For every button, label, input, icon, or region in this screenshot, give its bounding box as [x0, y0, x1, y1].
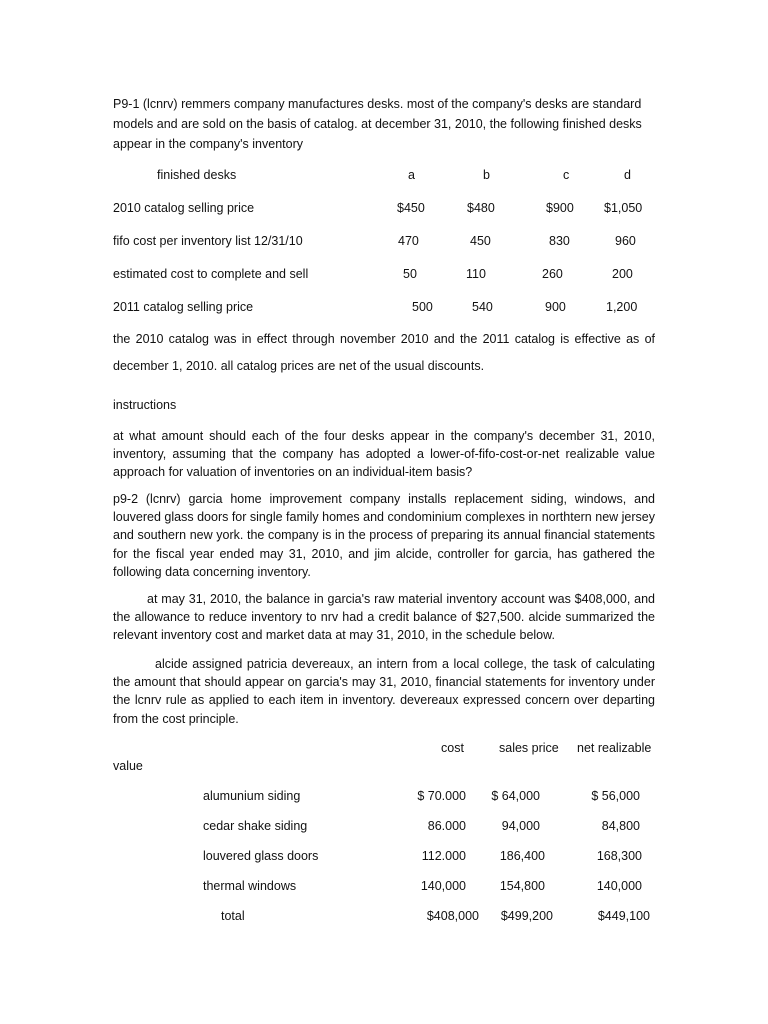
inventory-header-cost: cost — [441, 741, 464, 755]
desk-table-header-d: d — [624, 168, 631, 182]
desk-table-header-c: c — [563, 168, 570, 182]
p9-2-paragraph-3: alcide assigned patricia devereaux, an intern from a local college, the task of calculating the amount that should appear on garcia's may 31, 2010, financial statements for inventory under the lcnrv rule as applied to each item in inventory. devereaux expressed concern over departing from the cost principle. — [113, 657, 655, 726]
inventory-cell-cost: 112.000 — [421, 849, 466, 863]
inventory-cell-nrv: 168,300 — [596, 849, 642, 863]
inventory-row-label: alumunium siding — [203, 789, 301, 803]
instructions-text: at what amount should each of the four desks appear in the company's december 31, 2010, inventory, assuming that the company has adopted a lower-of-fifo-cost-or-net realizable value approach for valuation of inventories on an individual-item basis? — [113, 429, 655, 480]
desk-cell: 450 — [470, 234, 491, 248]
inventory-cell-nrv: $ 56,000 — [591, 789, 640, 803]
inventory-cell-cost: 140,000 — [420, 879, 466, 893]
inventory-cell-nrv: 140,000 — [596, 879, 642, 893]
instructions-heading: instructions — [113, 398, 177, 412]
desk-cell: $450 — [397, 201, 425, 215]
desk-table-header-label: finished desks — [157, 168, 237, 182]
inventory-row-label: louvered glass doors — [203, 849, 319, 863]
inventory-cell-sales: $ 64,000 — [491, 789, 540, 803]
desk-row-label: estimated cost to complete and sell — [113, 267, 309, 281]
desk-cell: $1,050 — [604, 201, 643, 215]
inventory-total-cost: $408,000 — [426, 909, 479, 923]
desk-table-header-a: a — [408, 168, 415, 182]
desk-row-label: 2010 catalog selling price — [113, 201, 255, 215]
inventory-cell-sales: 186,400 — [499, 849, 545, 863]
desk-table-header-b: b — [483, 168, 490, 182]
inventory-row-label: thermal windows — [203, 879, 297, 893]
desk-cell: 540 — [472, 300, 493, 314]
inventory-header-sales-price: sales price — [499, 741, 559, 755]
desk-cell: 960 — [615, 234, 636, 248]
inventory-total-label: total — [221, 909, 245, 923]
inventory-cell-sales: 154,800 — [499, 879, 545, 893]
p9-1-intro: P9-1 (lcnrv) remmers company manufactures desks. most of the company's desks are standard models and are sold on the basis of catalog. at december 31, 2010, the following finished desks appear in the company's inventory — [113, 97, 642, 151]
desk-cell: 900 — [545, 300, 566, 314]
inventory-cell-sales: 94,000 — [501, 819, 540, 833]
desk-row-label: fifo cost per inventory list 12/31/10 — [113, 234, 303, 248]
inventory-total-nrv: $449,100 — [597, 909, 650, 923]
desk-cell: $480 — [467, 201, 495, 215]
desk-cell: $900 — [546, 201, 574, 215]
inventory-header-net-realizable: net realizable — [577, 741, 652, 755]
inventory-row-label: cedar shake siding — [203, 819, 308, 833]
p9-2-intro: p9-2 (lcnrv) garcia home improvement company installs replacement siding, windows, and louvered glass doors for single family homes and condominium complexes in northtern new jersey and southern new york. the company is in the process of preparing its annual financial statements for the fiscal year ended may 31, 2010, and jim alcide, controller for garcia, has gathered the following data concerning inventory. — [113, 492, 655, 579]
desk-cell: 50 — [403, 267, 417, 281]
p9-2-paragraph-2: at may 31, 2010, the balance in garcia's raw material inventory account was $408,000, and the allowance to reduce inventory to nrv had a credit balance of $27,500. alcide summarized the relevant inventory cost and market data at may 31, 2010, in the schedule below. — [113, 592, 655, 643]
desk-cell: 110 — [466, 267, 486, 281]
inventory-total-sales: $499,200 — [500, 909, 553, 923]
desk-row-label: 2011 catalog selling price — [113, 300, 254, 314]
inventory-cell-cost: 86.000 — [427, 819, 466, 833]
catalog-note: the 2010 catalog was in effect through november 2010 and the 2011 catalog is effective as of december 1, 2010. all catalog prices are net of the usual discounts. — [113, 332, 655, 373]
inventory-cell-cost: $ 70.000 — [417, 789, 466, 803]
desk-cell: 200 — [612, 267, 633, 281]
inventory-header-value: value — [113, 759, 143, 773]
desk-cell: 830 — [549, 234, 570, 248]
inventory-cell-nrv: 84,800 — [601, 819, 640, 833]
desk-cell: 470 — [398, 234, 419, 248]
desk-cell: 260 — [542, 267, 563, 281]
desk-cell: 500 — [412, 300, 433, 314]
desk-cell: 1,200 — [606, 300, 638, 314]
